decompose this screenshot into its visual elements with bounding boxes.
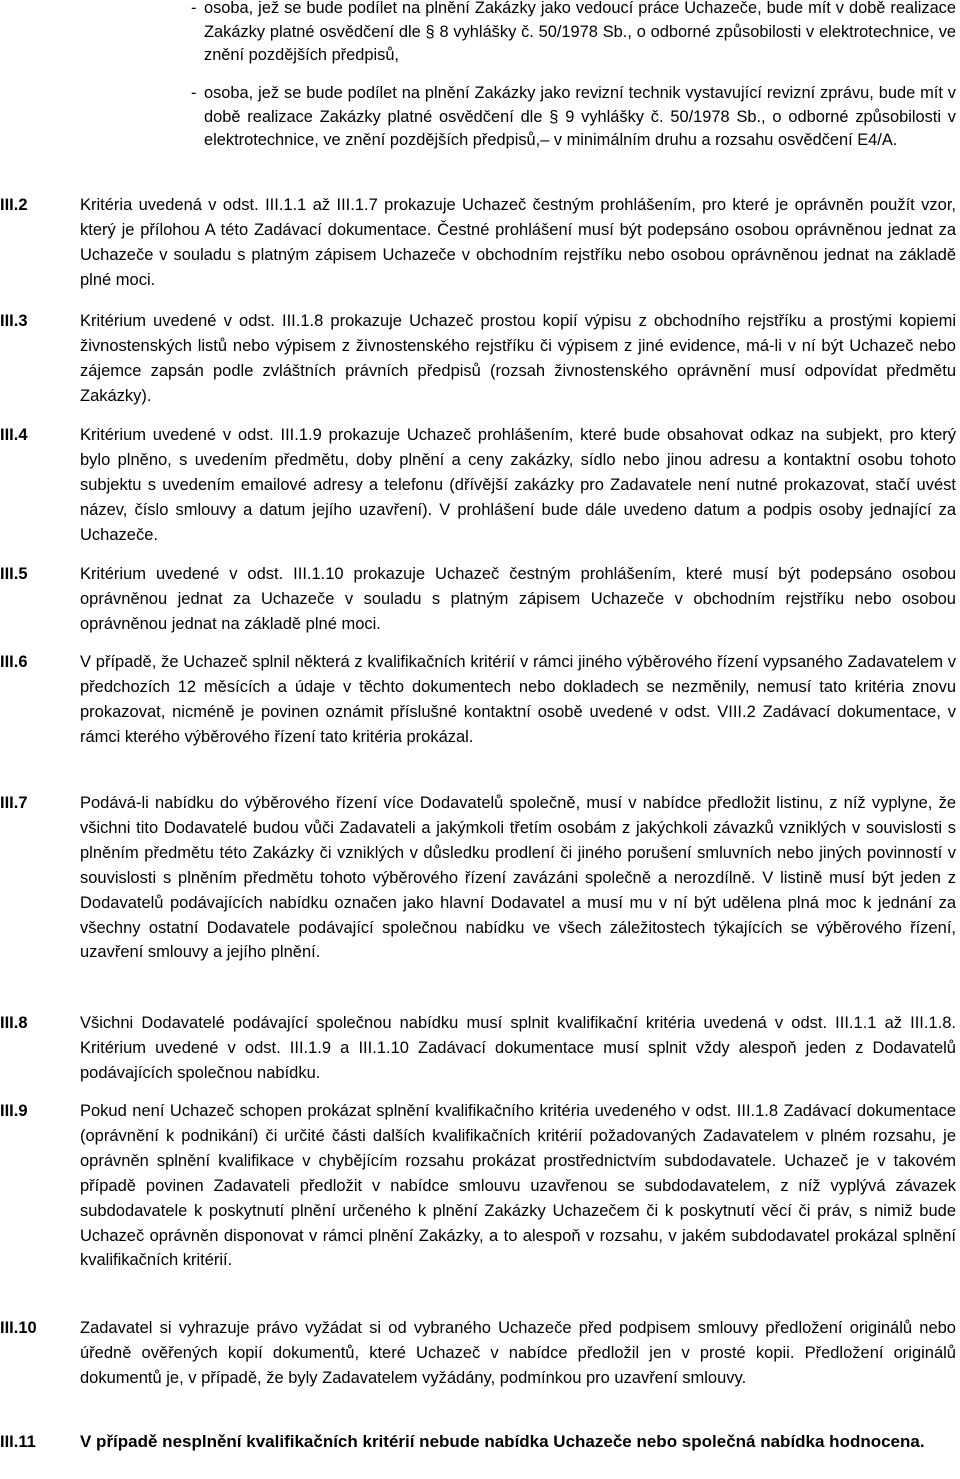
section-text: Kritérium uvedené v odst. III.1.10 prokazuje Uchazeč čestným prohlášením, které musí být podepsáno osobou oprávněnou jednat za Uchazeče v souladu s platným zápisem Uchazeče v obchodním rejstříku nebo osobou oprávněnou jednat na základě plné moci. bbox=[80, 565, 956, 633]
bullet-text: osoba, jež se bude podílet na plnění Zakázky jako revizní technik vystavující revizní zprávu, bude mít v době realizace Zakázky platné osvědčení dle § 9 vyhlášky č. 50/1978 Sb., o odborné způsobilosti v elektrotechnice, ve znění pozdějších předpisů,– v minimálním druhu a rozsahu osvědčení E4/A. bbox=[204, 84, 956, 149]
section-number: III.10 bbox=[0, 1319, 37, 1337]
section-text: Kritérium uvedené v odst. III.1.9 prokazuje Uchazeč prohlášením, které bude obsahovat odkaz na subjekt, pro který bylo plněno, s uvedením předmětu, doby plnění a ceny zakázky, sídlo nebo jinou adresu a kontaktní osobu tohoto subjektu s uvedením emailové adresy a telefonu (dřívější zakázky pro Zadavatele není nutné prokazovat, stačí uvést název, číslo smlouvy a datum jejího uzavření). V prohlášení bude dále uvedeno datum a podpis osoby jednající za Uchazeče. bbox=[80, 426, 956, 544]
section-text: Kritéria uvedená v odst. III.1.1 až III.1.7 prokazuje Uchazeč čestným prohlášením, pro které je oprávněn použít vzor, který je přílohou A této Zadávací dokumentace. Čestné prohlášení musí být podepsáno osobou oprávněnou jednat za Uchazeče v souladu s platným zápisem Uchazeče v obchodním rejstříku nebo osobou oprávněnou jednat na základě plné moci. bbox=[80, 196, 956, 289]
section-number: III.3 bbox=[0, 312, 28, 330]
section-number: III.4 bbox=[0, 426, 28, 444]
section-text: Pokud není Uchazeč schopen prokázat splnění kvalifikačního kritéria uvedeného v odst. III.1.8 Zadávací dokumentace (oprávnění k podnikání) či určité části dalších kvalifikačních kritérií požadovaných Zadavatelem v plném rozsahu, je oprávněn splnění kvalifikace v chybějícím rozsahu prokázat prostřednictvím subdodavatele. Uchazeč je v takovém případě povinen Zadavateli předložit v nabídce smlouvu uzavřenou se subdodavatelem, z níž vyplývá závazek subdodavatele k poskytnutí plnění určeného k plnění Zakázky Uchazečem či k poskytnutí věcí či práv, s nimiž bude Uchazeč oprávněn disponovat v rámci plnění Zakázky, a to alespoň v rozsahu, v jakém subdodavatel prokázal splnění kvalifikačních kritérií. bbox=[80, 1102, 956, 1270]
section-text: Všichni Dodavatelé podávající společnou nabídku musí splnit kvalifikační kritéria uvedená v odst. III.1.1 až III.1.8. Kritérium uvedené v odst. III.1.9 a III.1.10 Zadávací dokumentace musí splnit vždy alespoň jeden z Dodavatelů podávajících společnou nabídku. bbox=[80, 1014, 956, 1082]
bullet-item bbox=[191, 0, 956, 68]
section-number: III.11 bbox=[0, 1433, 36, 1451]
section-number: III.9 bbox=[0, 1102, 28, 1120]
section-number: III.8 bbox=[0, 1014, 28, 1032]
bullet-dash: - bbox=[191, 84, 197, 102]
bullet-item bbox=[191, 82, 956, 153]
section-text: V případě, že Uchazeč splnil některá z kvalifikačních kritérií v rámci jiného výběrového řízení vypsaného Zadavatelem v předchozích 12 měsících a údaje v těchto dokumentech nebo dokladech se nezměnily, nemusí tato kritéria znovu prokazovat, nicméně je povinen oznámit příslušné kontaktní osobě uvedené v odst. VIII.2 Zadávací dokumentace, v rámci kterého výběrového řízení tato kritéria prokázal. bbox=[80, 653, 956, 746]
section-number: III.2 bbox=[0, 196, 28, 214]
section-number: III.5 bbox=[0, 565, 28, 583]
bullet-text: osoba, jež se bude podílet na plnění Zakázky jako vedoucí práce Uchazeče, bude mít v době realizace Zakázky platné osvědčení dle § 8 vyhlášky č. 50/1978 Sb., o odborné způsobilosti v elektrotechnice, ve znění pozdějších předpisů, bbox=[204, 0, 956, 64]
section-text: V případě nesplnění kvalifikačních kritérií nebude nabídka Uchazeče nebo společná nabídka hodnocena. bbox=[80, 1432, 925, 1451]
section-text: Podává-li nabídku do výběrového řízení více Dodavatelů společně, musí v nabídce předložit listinu, z níž vyplyne, že všichni tito Dodavatelé budou vůči Zadavateli a jakýmkoli třetím osobám z jakýchkoli závazků vzniklých v souvislosti s plněním předmětu této Zakázky či vzniklých v důsledku prodlení či jiného porušení smluvních nebo jiných povinností v souvislosti s plněním předmětu tohoto výběrového řízení zavázáni společně a nerozdílně. V listině musí být jeden z Dodavatelů podávajících nabídku označen jako hlavní Dodavatel a musí mu v ní být udělena plná moc k jednání za všechny ostatní Dodavatele podávající společnou nabídku ve všech záležitostech týkajících se výběrového řízení, uzavření smlouvy a jejího plnění. bbox=[80, 794, 956, 962]
section-text: Kritérium uvedené v odst. III.1.8 prokazuje Uchazeč prostou kopií výpisu z obchodního rejstříku a prostými kopiemi živnostenských listů nebo výpisem z živnostenského rejstříku či výpisem z jiné evidence, má-li v ní být Uchazeč nebo zájemce zapsán podle zvláštních právních předpisů (rozsah živnostenského oprávnění musí odpovídat předmětu Zakázky). bbox=[80, 312, 956, 405]
section-text: Zadavatel si vyhrazuje právo vyžádat si od vybraného Uchazeče před podpisem smlouvy předložení originálů nebo úředně ověřených kopií dokumentů, které Uchazeč v nabídce předložil jen v prosté kopii. Předložení originálů dokumentů je, v případě, že byly Zadavatelem vyžádány, podmínkou pro uzavření smlouvy. bbox=[80, 1319, 956, 1387]
section-number: III.6 bbox=[0, 653, 28, 671]
bullet-dash: - bbox=[191, 0, 197, 17]
section-number: III.7 bbox=[0, 794, 28, 812]
